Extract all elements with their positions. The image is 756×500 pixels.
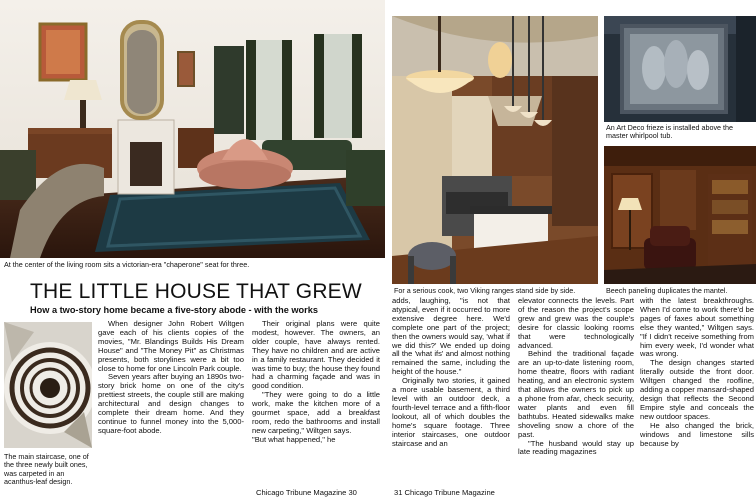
kitchen-caption: For a serious cook, two Viking ranges stand side by side. — [394, 286, 576, 295]
living-room-caption: At the center of the living room sits a victorian-era "chaperone" seat for three. — [4, 260, 250, 269]
article-subhead: How a two-story home became a five-story abode - with the works — [30, 305, 318, 315]
right-col1-para-1: adds, laughing, "is not that atypical, even if it occurred to more extensive degree here. We'd complete one part of the project; then the owners would say, 'what if we did this?' We ended up doing all the 'what ifs' and almost nothing remained the same, including the height of the house." — [392, 296, 510, 377]
frieze-photo — [604, 16, 756, 122]
left-col1-para-2: Seven years after buying an 1890s two-story brick home on one of the city's prettiest streets, the couple still are making architectural and design changes to complete their dream home. And they continue to funnel money into the 5,000-square-foot abode. — [98, 372, 244, 435]
left-col1-para-1: When designer John Robert Wiltgen gave each of his clients copies of the movies, "Mr. Blandings Builds His Dream House" and "The Money Pit" as Christmas presents, both storylines were a bit too close to home for one Lincoln Park couple. — [98, 319, 244, 373]
living-room-photo — [0, 0, 388, 258]
left-col2-para-1: Their original plans were quite modest, however. The owners, an older couple, have always rented. They have no children and are active in a family restaurant. They decided it was time to buy; the house they found had a charming façade and was in good condition. — [252, 319, 380, 391]
right-col1-para-2: Originally two stories, it gained a more usable basement, a third level with an outdoor deck, a fourth-level terrace and a fifth-floor lookout, all of which doubles the home's square footage. Three interior staircases, one outdoor staircase and an — [392, 376, 510, 448]
left-column-2 — [252, 320, 380, 445]
right-col2-para-1: elevator connects the levels. Part of the reason the project's scope grew and grew was the couple's desire for classic looking rooms that were technologically advanced. — [518, 296, 634, 350]
right-folio: 31 Chicago Tribune Magazine — [394, 488, 495, 497]
staircase-caption: The main staircase, one of the three newly built ones, was carpeted in an acanthus-leaf design. — [4, 452, 89, 487]
left-col2-para-3: "But what happened," he — [252, 434, 336, 444]
left-col2-para-2: "They were going to do a little work, make the kitchen more of a gourmet space, add a breakfast room, redo the bathrooms and install new carpeting," Wiltgen says. — [252, 390, 380, 435]
kitchen-photo — [392, 16, 598, 284]
page-gutter — [385, 0, 391, 500]
left-column-1 — [98, 320, 244, 436]
right-column-1 — [392, 297, 510, 448]
library-photo — [604, 146, 756, 284]
left-folio: Chicago Tribune Magazine 30 — [256, 488, 357, 497]
right-column-3 — [640, 297, 754, 448]
right-col3-para-3: He also changed the brick, windows and limestone sills because by — [640, 420, 754, 448]
right-col3-para-2: The design changes started literally outside the front door. Wiltgen changed the roofline, adding a copper mansard-shaped design that reflects the Second Empire style and conceals the new outdoor spaces. — [640, 358, 754, 421]
library-caption: Beech paneling duplicates the mantel. — [606, 286, 728, 295]
article-headline: THE LITTLE HOUSE THAT GREW — [30, 280, 362, 303]
frieze-caption: An Art Deco frieze is installed above the master whirlpool tub. — [606, 123, 734, 141]
staircase-photo — [4, 322, 92, 448]
right-column-2 — [518, 297, 634, 457]
right-col2-para-3: "The husband would stay up late reading magazines — [518, 438, 634, 457]
right-col2-para-2: Behind the traditional façade are an up-to-date listening room, home theatre, floors with radiant heating, and an electronic system that allows the owners to pick up a phone from afar, check security, water plants and even fill bathtubs. Heated sidewalks make shoveling snow a chore of the past. — [518, 349, 634, 439]
right-col3-para-1: with the latest breakthroughs. When I'd come to work there'd be pages of faxes about something else they wanted," Wiltgen says. "If I didn't receive something from him every week, I'd wonder what was wrong. — [640, 296, 754, 359]
